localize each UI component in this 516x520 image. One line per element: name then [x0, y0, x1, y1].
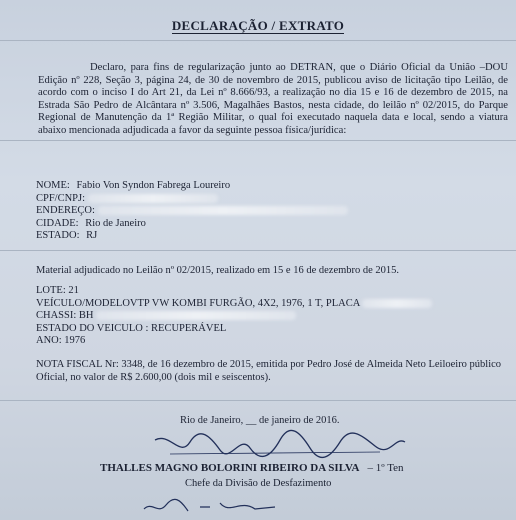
- buyer-fields: [36, 180, 348, 243]
- lote-line: LOTE: 21: [36, 285, 79, 296]
- nome-row: NOME: Fabio Von Syndon Fabrega Loureiro: [36, 180, 231, 191]
- chassi-row: CHASSI: BH: [36, 310, 432, 323]
- signatory-role: Chefe da Divisão de Desfazimento: [185, 478, 332, 489]
- modelo-row: VEÍCULO/MODELOVTP VW KOMBI FURGÃO, 4X2, 1976, 1 T, PLACA: [36, 298, 432, 311]
- date-line: Rio de Janeiro, __ de janeiro de 2016.: [180, 415, 340, 426]
- paper-line: [0, 40, 516, 51]
- nota-fiscal: NOTA FISCAL Nr: 3348, de 16 dezembro de 2015, emitida por Pedro José de Almeida Neto Leiloeiro público Oficial, no valor de R$ 2.600,00 (dois mil e seiscentos).: [36, 359, 502, 383]
- paper-line: [0, 140, 516, 151]
- document-title: DECLARAÇÃO / EXTRATO: [171, 18, 345, 33]
- redacted-cpf: [88, 194, 218, 203]
- intro-paragraph: Declaro, para fins de regularização junto ao DETRAN, que o Diário Oficial da União –DOU Edição nº 228, Seção 3, página 24, de 30 de novembro de 2015, publicou aviso de licitação tipo Leilão, de acordo com o inciso I do Art 21, da Lei nº 8.666/93, a realização no dia 15 e 16 de dezembro de 2015, na Estrada São Pedro de Alcântara nº 3.506, Magalhães Bastos, nesta cidade, do leilão nº 02/2015, do Parque Regional de Manutenção da 1ª Região Militar, o qual foi executado naquela data e local, sendo a viatura abaixo mencionada adjudicada a favor da seguinte pessoa física/jurídica:: [38, 62, 508, 136]
- nome-value: Fabio Von Syndon Fabrega Loureiro: [76, 180, 231, 191]
- ano-line: ANO: 1976: [36, 335, 86, 347]
- redacted-chassi: [96, 311, 296, 320]
- redacted-plate: [362, 299, 432, 308]
- material-line: Material adjudicado no Leilão nº 02/2015, realizado em 15 e 16 de dezembro de 2015.: [36, 265, 400, 276]
- cpf-row: CPF/CNPJ:: [36, 193, 348, 206]
- signatory-name: THALLES MAGNO BOLORINI RIBEIRO DA SILVA – 1º Ten: [100, 462, 404, 474]
- paper-line: [0, 400, 516, 411]
- second-signature: [140, 495, 280, 519]
- estado-row: ESTADO: RJ: [36, 230, 98, 242]
- redacted-address: [98, 206, 348, 215]
- endereco-row: ENDEREÇO:: [36, 205, 348, 218]
- cidade-row: CIDADE: Rio de Janeiro: [36, 217, 146, 229]
- handwritten-signature: [150, 428, 410, 464]
- paper-line: [0, 250, 516, 261]
- vehicle-block: [36, 285, 432, 348]
- estado-veiculo-line: ESTADO DO VEICULO : RECUPERÁVEL: [36, 322, 227, 334]
